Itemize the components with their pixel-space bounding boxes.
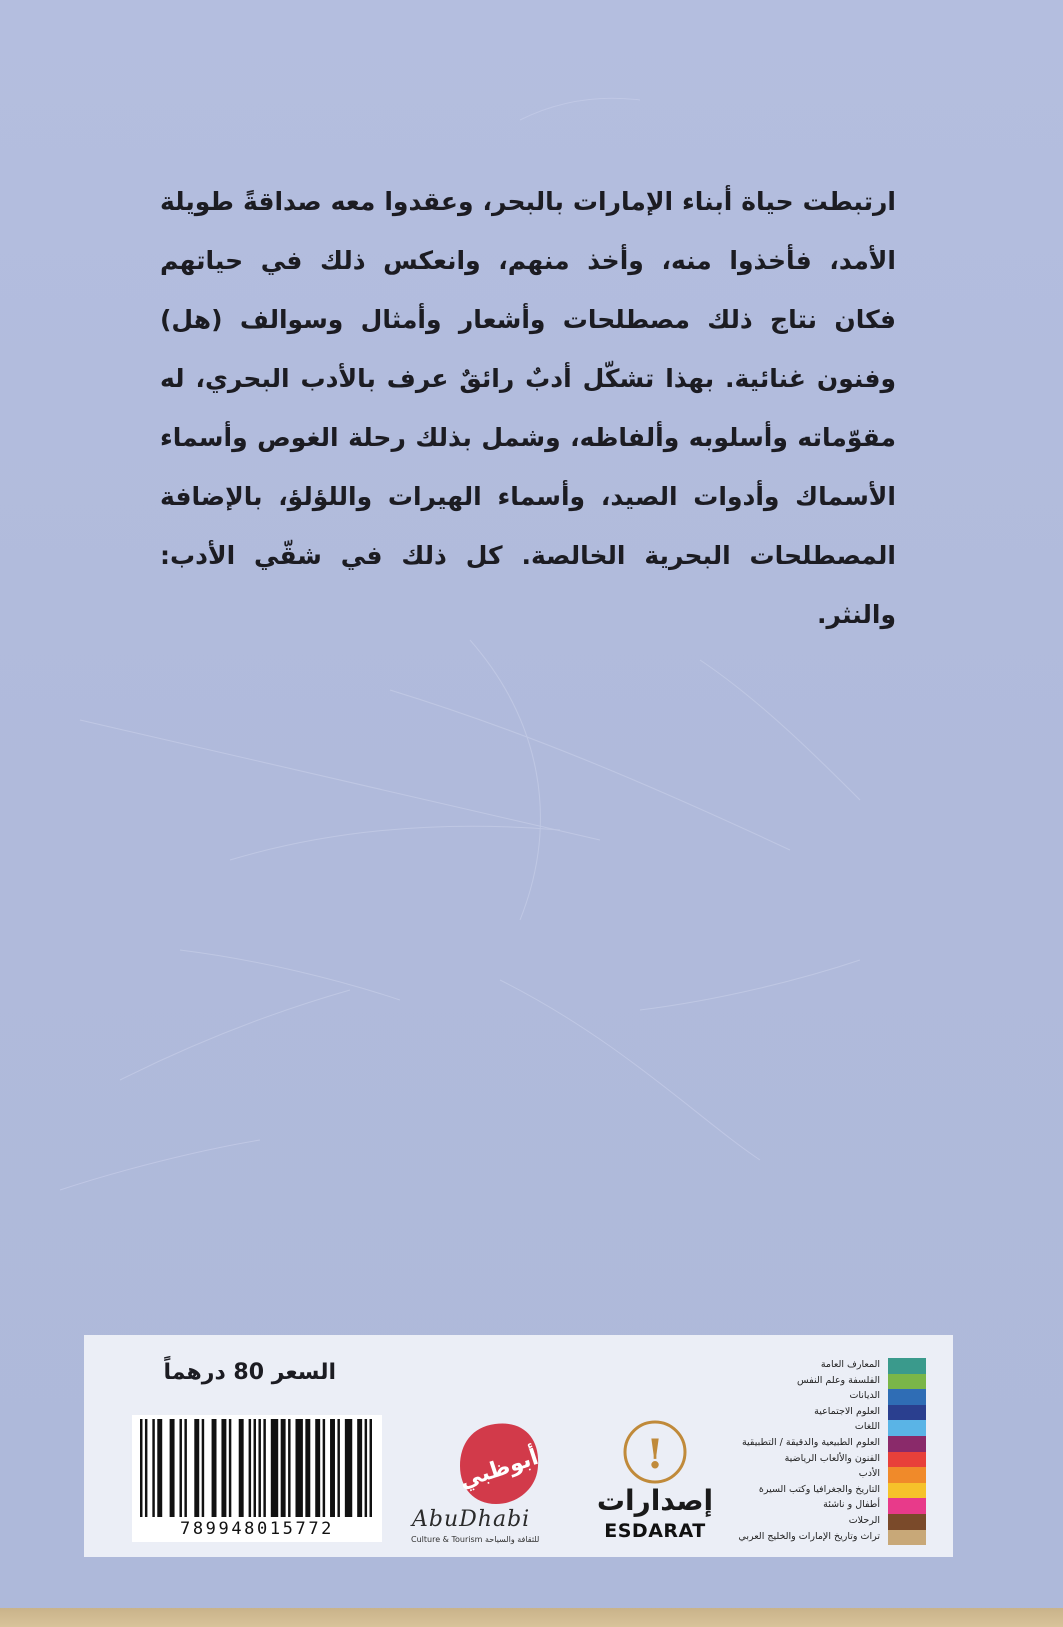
category-item	[720, 1420, 926, 1436]
blurb-line: ارتبطت حياة أبناء الإمارات بالبحر، وعقدوا معه صداقةً طويلة	[160, 187, 896, 216]
category-item	[720, 1389, 926, 1405]
category-item	[720, 1467, 926, 1483]
barcode-bar	[170, 1419, 175, 1517]
blurb-line: وفنون غنائية. بهذا تشكّل أدبٌ رائقٌ عرف بالأدب البحري، له	[160, 364, 896, 393]
category-label: تراث وتاريخ الإمارات والخليج العربي	[738, 1530, 880, 1542]
barcode-bar	[157, 1419, 162, 1517]
category-label: الفلسفة وعلم النفس	[797, 1374, 880, 1386]
category-item	[720, 1483, 926, 1499]
category-swatch	[888, 1483, 926, 1499]
category-item	[720, 1514, 926, 1530]
abu-dhabi-subtitle-ar: للثقافة والسياحة	[484, 1535, 540, 1544]
barcode-bar	[330, 1419, 335, 1517]
barcode-bar	[288, 1419, 290, 1517]
esdarat-mark-glyph: !	[646, 1431, 664, 1478]
abu-dhabi-script: AbuDhabi	[412, 1507, 531, 1532]
category-swatch	[888, 1436, 926, 1452]
category-swatch	[888, 1420, 926, 1436]
barcode-bars	[138, 1419, 376, 1519]
barcode-bar	[179, 1419, 181, 1517]
category-swatch	[888, 1405, 926, 1421]
category-label: الأدب	[858, 1468, 880, 1480]
blurb-line: فكان نتاج ذلك مصطلحات وأشعار وأمثال وسوالف (هل)	[160, 305, 896, 334]
category-swatch	[888, 1467, 926, 1483]
category-swatch	[888, 1514, 926, 1530]
category-label: العلوم الاجتماعية	[814, 1405, 880, 1417]
price-label: السعر 80 درهماً	[163, 1360, 336, 1385]
category-item	[720, 1358, 926, 1374]
barcode-bar	[249, 1419, 251, 1517]
category-item	[720, 1374, 926, 1390]
bottom-edge-strip	[0, 1608, 1063, 1627]
category-item	[720, 1405, 926, 1421]
category-label: أطفال و ناشئة	[823, 1499, 880, 1511]
category-swatch	[888, 1389, 926, 1405]
barcode-bar	[221, 1419, 226, 1517]
blurb-line: والنثر.	[817, 600, 896, 629]
category-item	[720, 1530, 926, 1546]
barcode-bar	[152, 1419, 154, 1517]
barcode-bar	[212, 1419, 217, 1517]
barcode-bar	[202, 1419, 204, 1517]
barcode-bar	[140, 1419, 142, 1517]
barcode-bar	[315, 1419, 320, 1517]
category-swatch	[888, 1374, 926, 1390]
category-legend	[720, 1358, 926, 1545]
barcode-bar	[337, 1419, 339, 1517]
barcode-bar	[345, 1419, 352, 1517]
barcode-bar	[194, 1419, 199, 1517]
barcode-bar	[370, 1419, 372, 1517]
barcode-bar	[184, 1419, 186, 1517]
category-item	[720, 1452, 926, 1468]
barcode-bar	[263, 1419, 265, 1517]
category-swatch	[888, 1358, 926, 1374]
barcode-bar	[254, 1419, 256, 1517]
blurb-text	[160, 172, 896, 644]
barcode	[132, 1415, 382, 1542]
barcode-bar	[305, 1419, 310, 1517]
esdarat-name-en: ESDARAT	[604, 1520, 706, 1542]
category-label: الرحلات	[848, 1514, 880, 1526]
blurb-line: الأسماك وأدوات الصيد، وأسماء الهيرات واللؤلؤ، بالإضافة	[160, 482, 896, 511]
blurb-line: الأمد، فأخذوا منه، وأخذ منهم، وانعكس ذلك في حياتهم	[160, 246, 896, 275]
barcode-bar	[323, 1419, 325, 1517]
abu-dhabi-mark-text: أبوظبي	[456, 1445, 542, 1495]
category-label: الفنون والألعاب الرياضية	[784, 1452, 880, 1464]
barcode-bar	[295, 1419, 302, 1517]
category-item	[720, 1498, 926, 1514]
blurb-line: المصطلحات البحرية الخالصة. كل ذلك في شقّي الأدب:	[160, 541, 896, 570]
barcode-bar	[281, 1419, 286, 1517]
category-item	[720, 1436, 926, 1452]
category-swatch	[888, 1530, 926, 1546]
category-label: اللغات	[854, 1421, 880, 1433]
category-label: المعارف العامة	[820, 1359, 880, 1370]
category-label: العلوم الطبيعية والدقيقة / التطبيقية	[741, 1436, 880, 1448]
barcode-bar	[357, 1419, 362, 1517]
barcode-bar	[271, 1419, 278, 1517]
barcode-bar	[229, 1419, 231, 1517]
category-swatch	[888, 1452, 926, 1468]
abu-dhabi-subtitle-en: Culture & Tourism	[411, 1535, 483, 1544]
barcode-digits: 789948015772	[179, 1519, 335, 1539]
category-label: الديانات	[849, 1390, 880, 1402]
abu-dhabi-subtitle	[411, 1535, 571, 1544]
barcode-bar	[239, 1419, 244, 1517]
barcode-bar	[145, 1419, 147, 1517]
esdarat-name-ar: إصدارات	[596, 1484, 714, 1517]
barcode-bar	[365, 1419, 367, 1517]
category-label: التاريخ والجغرافيا وكتب السيرة	[758, 1483, 880, 1495]
blurb-line: مقوّماته وأسلوبه وألفاظه، وشمل بذلك رحلة الغوص وأسماء	[160, 423, 896, 452]
category-swatch	[888, 1498, 926, 1514]
barcode-bar	[258, 1419, 260, 1517]
